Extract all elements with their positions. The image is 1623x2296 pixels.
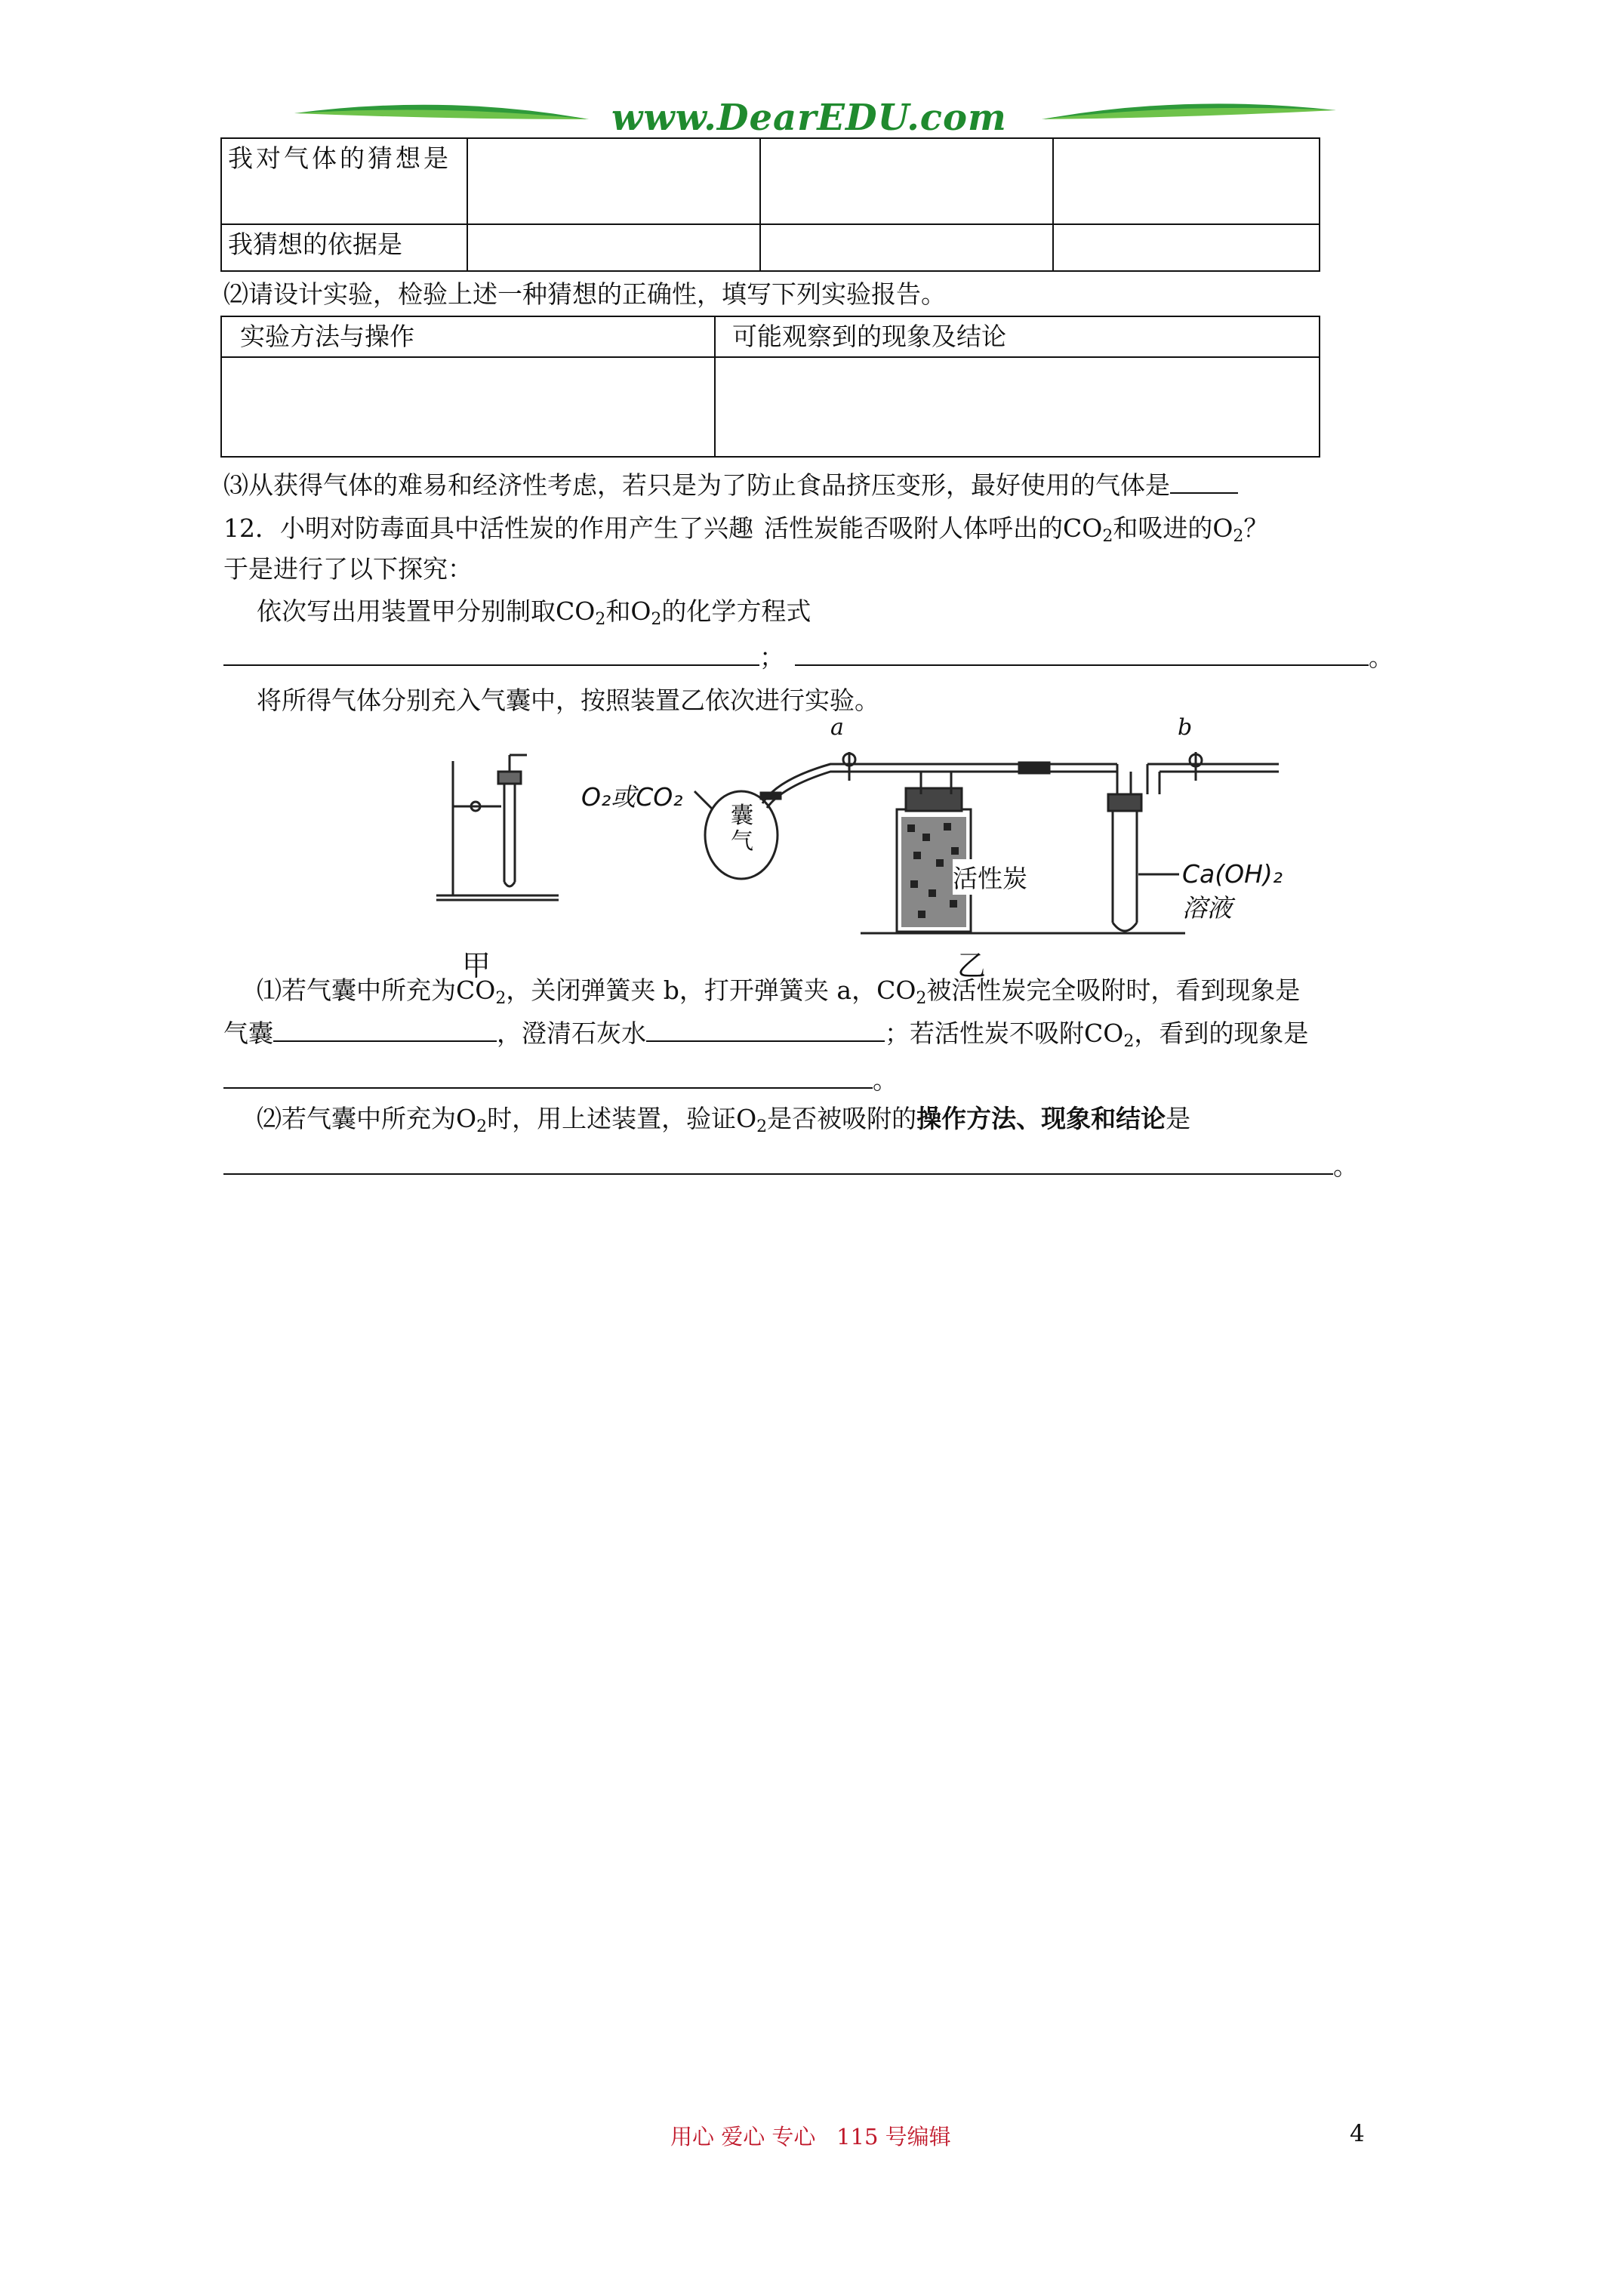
no-adsorption-answer-blank[interactable]	[223, 1063, 873, 1089]
figure-caption-yi: 乙	[957, 949, 987, 982]
table-row	[221, 316, 1320, 357]
equation-blank-1[interactable]	[223, 640, 759, 666]
header-logo	[294, 97, 1336, 142]
experiment-report-table	[220, 316, 1320, 458]
column-header-observation: 可能观察到的现象及结论	[715, 316, 1320, 357]
question-12-line-1: 12．小明对防毒面具中活性炭的作用产生了兴趣 活性炭能否吸附人体呼出的$CO_2$和吸进的$O_2$？	[223, 513, 1269, 546]
basis-answer-cell[interactable]	[760, 224, 1053, 271]
equation-blank-2[interactable]	[795, 640, 1369, 666]
basis-label-cell: 我猜想的依据是	[221, 224, 467, 271]
table-row	[221, 224, 1320, 271]
guess-label-cell: 我对气体的猜想是	[221, 138, 467, 224]
solution-label: Ca(OH)₂溶液	[1182, 859, 1283, 923]
clamp-a-label: a	[830, 714, 844, 741]
carbon-label: 活性炭	[953, 859, 1027, 895]
question-12-equation-prompt: 依次写出用装置甲分别制取$CO_2$和$O_2$的化学方程式	[257, 596, 812, 629]
method-answer-cell[interactable]	[221, 357, 715, 457]
guess-table	[220, 137, 1320, 272]
question-12-setup-text: 将所得气体分别充入气囊中，按照装置乙依次进行实验。	[257, 686, 879, 715]
sub-question-1-line-1: ⑴若气囊中所充为$CO_2$，关闭弹簧夹 b，打开弹簧夹 a，$CO_2$被活性炭完全吸附时，看到现象是	[257, 975, 1301, 1008]
sub-question-2-line-2: 。	[223, 1149, 1358, 1183]
table-row	[221, 138, 1320, 224]
balloon-answer-blank[interactable]	[273, 1016, 497, 1042]
footer-text: 用心 爱心 专心 115 号编辑	[670, 2124, 951, 2150]
answer-blank[interactable]	[1170, 468, 1238, 494]
oxygen-test-answer-blank[interactable]	[223, 1149, 1333, 1175]
question-12-line-2: 于是进行了以下探究：	[223, 554, 473, 584]
question-3: ⑶从获得气体的难易和经济性考虑，若只是为了防止食品挤压变形，最好使用的气体是	[223, 468, 1238, 502]
apparatus-figure	[423, 714, 1283, 982]
equation-answer-line: ； 。	[223, 640, 1394, 674]
sub-question-2-line-1: ⑵若气囊中所充为$O_2$时，用上述装置，验证$O_2$是否被吸附的操作方法、现象和结论是	[257, 1104, 1191, 1136]
clamp-b-label: b	[1178, 714, 1193, 741]
apparatus-diagram	[423, 719, 1283, 975]
bag-label: 囊气	[731, 803, 753, 855]
guess-answer-cell[interactable]	[1053, 138, 1320, 224]
observation-answer-cell[interactable]	[715, 357, 1320, 457]
gas-label: O₂或CO₂	[581, 782, 683, 812]
page-number: 4	[1350, 2120, 1365, 2147]
basis-answer-cell[interactable]	[1053, 224, 1320, 271]
sub-question-1-line-3: 。	[223, 1063, 898, 1097]
sub-question-1-line-2: 气囊 ，澄清石灰水 ；若活性炭不吸附$CO_2$，看到的现象是	[223, 1016, 1308, 1059]
guess-answer-cell[interactable]	[760, 138, 1053, 224]
question-2-intro: ⑵请设计实验，检验上述一种猜想的正确性，填写下列实验报告。	[223, 279, 946, 309]
table-row	[221, 357, 1320, 457]
column-header-method: 实验方法与操作	[221, 316, 715, 357]
limewater-answer-blank[interactable]	[646, 1016, 885, 1042]
guess-answer-cell[interactable]	[467, 138, 760, 224]
figure-caption-jia: 甲	[462, 949, 491, 982]
basis-answer-cell[interactable]	[467, 224, 760, 271]
site-name: www.DearEDU.com	[611, 97, 1007, 139]
